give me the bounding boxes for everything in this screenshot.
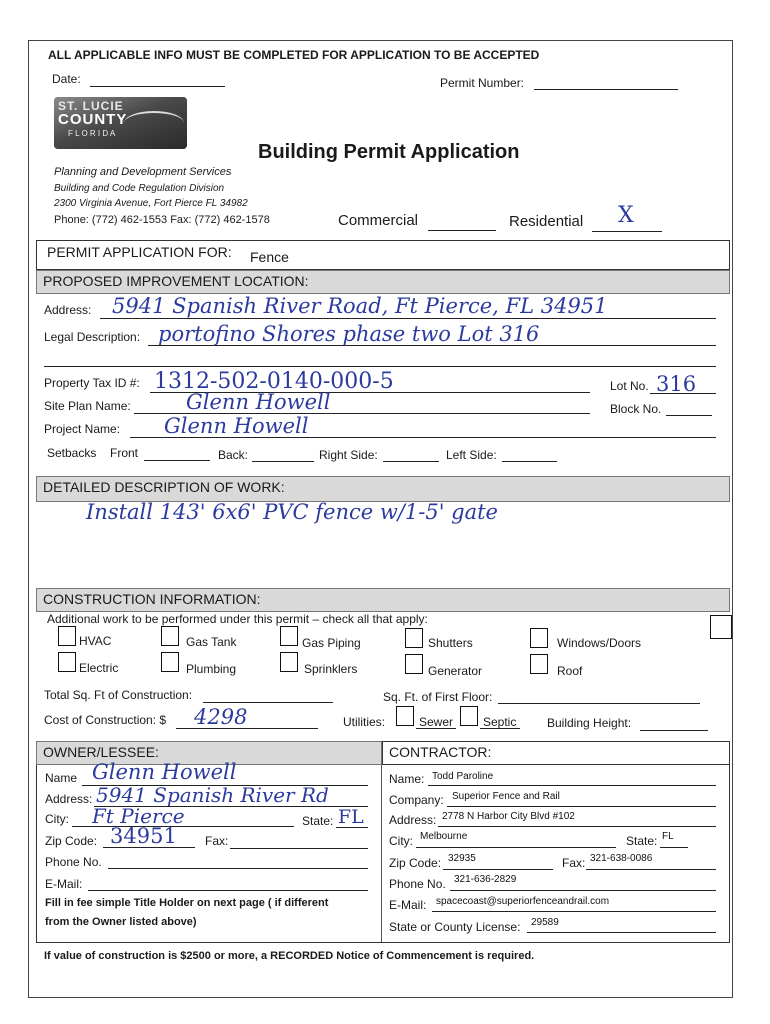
permit-number-field[interactable] [534, 89, 678, 90]
left-side-label: Left Side: [446, 448, 497, 462]
checkbox-sprinklers[interactable] [280, 652, 298, 672]
checkbox-septic[interactable] [460, 706, 478, 726]
checkbox-shutters[interactable] [405, 628, 423, 648]
contractor-phone-value: 321-636-2829 [454, 874, 517, 885]
owner-name-value: Glenn Howell [92, 760, 237, 784]
owner-zip-value: 34951 [110, 824, 177, 848]
address-label: Address: [44, 303, 92, 317]
owner-zip-label: Zip Code: [45, 834, 98, 848]
contractor-company-field[interactable] [447, 806, 716, 807]
contractor-zip-label: Zip Code: [389, 856, 442, 870]
contractor-license-label: State or County License: [389, 920, 521, 934]
checkbox-electric[interactable] [58, 652, 76, 672]
left-side-field[interactable] [502, 461, 557, 462]
contractor-state-value: FL [662, 831, 674, 842]
contractor-name-label: Name: [389, 772, 425, 786]
contractor-city-field[interactable] [416, 847, 616, 848]
sewer-underline [416, 728, 456, 729]
commercial-field[interactable] [428, 230, 496, 231]
back-field[interactable] [252, 461, 314, 462]
owner-address-value: 5941 Spanish River Rd [96, 783, 329, 807]
contractor-company-value: Superior Fence and Rail [452, 791, 560, 802]
checkbox-sprinklers-label: Sprinklers [304, 662, 358, 676]
checkbox-sewer[interactable] [396, 706, 414, 726]
owner-state-value: FL [338, 806, 364, 828]
contractor-phone-label: Phone No. [389, 877, 446, 891]
contractor-state-label: State: [626, 834, 658, 848]
owner-phone-field[interactable] [108, 868, 368, 869]
location-heading-band [36, 270, 730, 294]
owner-city-label: City: [45, 812, 69, 826]
checkbox-generator-label: Generator [428, 664, 483, 678]
checkbox-windows-doors-label: Windows/Doors [557, 636, 642, 650]
owner-address-label: Address: [45, 792, 93, 806]
contractor-email-label: E-Mail: [389, 898, 427, 912]
address-field[interactable] [100, 318, 716, 319]
header-notice: ALL APPLICABLE INFO MUST BE COMPLETED FOR APPLICATION TO BE ACCEPTED [48, 48, 540, 62]
permit-for-label: PERMIT APPLICATION FOR: [47, 244, 232, 260]
work-heading: DETAILED DESCRIPTION OF WORK: [43, 479, 285, 495]
agency-address: 2300 Virginia Avenue, Fort Pierce FL 34982 [54, 198, 248, 209]
owner-heading: OWNER/LESSEE: [43, 744, 159, 760]
contractor-heading: CONTRACTOR: [389, 744, 492, 760]
county-logo [54, 97, 187, 149]
right-side-label: Right Side: [319, 448, 378, 462]
lot-label: Lot No. [610, 379, 649, 393]
checkbox-roof[interactable] [530, 654, 548, 674]
logo-line1: ST. LUCIE [58, 99, 124, 113]
first-floor-field[interactable] [498, 703, 700, 704]
logo-line3: F L O R I D A [68, 129, 116, 138]
legal-field-line2[interactable] [44, 366, 716, 367]
project-name-label: Project Name: [44, 422, 121, 436]
checkbox-plumbing-label: Plumbing [186, 662, 237, 676]
contractor-fax-value: 321-638-0086 [590, 853, 653, 864]
tax-id-value: 1312-502-0140-000-5 [154, 369, 394, 394]
checkbox-electric-label: Electric [79, 661, 119, 675]
agency-dept: Planning and Development Services [54, 166, 232, 178]
checkbox-roof-label: Roof [557, 664, 583, 678]
checkbox-shutters-label: Shutters [428, 636, 473, 650]
checkbox-gas-piping[interactable] [280, 626, 298, 646]
owner-email-field[interactable] [88, 890, 368, 891]
setbacks-label: Setbacks [47, 446, 97, 460]
site-plan-label: Site Plan Name: [44, 399, 131, 413]
contractor-zip-field[interactable] [443, 869, 553, 870]
owner-note-line2: from the Owner listed above) [45, 916, 197, 928]
owner-fax-field[interactable] [230, 848, 368, 849]
checkbox-plumbing[interactable] [161, 652, 179, 672]
agency-phone: Phone: (772) 462-1553 Fax: (772) 462-1578 [54, 214, 270, 226]
checkbox-gas-tank-label: Gas Tank [186, 635, 237, 649]
first-floor-label: Sq. Ft. of First Floor: [383, 690, 493, 704]
logo-line2: COUNTY [58, 111, 128, 128]
permit-for-value: Fence [250, 249, 289, 265]
checkbox-septic-label: Septic [483, 715, 517, 729]
construction-heading-band [36, 588, 730, 612]
contractor-address-field[interactable] [438, 826, 716, 827]
front-field[interactable] [144, 460, 210, 461]
contractor-email-value: spacecoast@superiorfenceandrail.com [436, 896, 610, 907]
owner-fax-label: Fax: [205, 834, 229, 848]
date-field[interactable] [90, 86, 225, 87]
checkbox-windows-doors[interactable] [530, 628, 548, 648]
owner-city-value: Ft Pierce [92, 804, 185, 828]
page-title: Building Permit Application [258, 141, 520, 163]
footer-note: If value of construction is $2500 or more, a RECORDED Notice of Commencement is required. [44, 950, 535, 962]
address-value: 5941 Spanish River Road, Ft Pierce, FL 34951 [112, 294, 608, 318]
contractor-company-label: Company: [389, 793, 444, 807]
tax-id-label: Property Tax ID #: [44, 376, 140, 390]
legal-value: portofino Shores phase two Lot 316 [158, 322, 540, 346]
cost-value: 4298 [194, 705, 248, 729]
owner-note-line1: Fill in fee simple Title Holder on next page ( if different [45, 897, 329, 909]
checkbox-generator[interactable] [405, 654, 423, 674]
work-heading-band [36, 476, 730, 502]
checkbox-sewer-label: Sewer [419, 715, 454, 729]
block-label: Block No. [610, 402, 662, 416]
permit-number-label: Permit Number: [440, 76, 525, 90]
checkbox-hvac-label: HVAC [79, 634, 112, 648]
owner-email-label: E-Mail: [45, 877, 83, 891]
checkbox-gas-tank[interactable] [161, 626, 179, 646]
contractor-phone-field[interactable] [450, 890, 716, 891]
extra-checkbox[interactable] [710, 615, 732, 639]
site-plan-value: Glenn Howell [186, 390, 331, 414]
building-height-label: Building Height: [547, 716, 632, 730]
logo-wave-icon [124, 111, 184, 135]
owner-phone-label: Phone No. [45, 855, 102, 869]
date-label: Date: [52, 72, 81, 86]
owner-name-label: Name [45, 771, 78, 785]
contractor-name-value: Todd Paroline [432, 771, 494, 782]
checkbox-gas-piping-label: Gas Piping [302, 636, 361, 650]
contractor-fax-field[interactable] [586, 869, 716, 870]
residential-field[interactable] [592, 231, 662, 232]
contractor-heading-band [382, 741, 730, 765]
residential-label: Residential [509, 213, 584, 230]
work-description-value[interactable]: Install 143' 6x6' PVC fence w/1-5' gate [86, 500, 498, 524]
lot-value: 316 [656, 372, 697, 396]
contractor-name-field[interactable] [428, 785, 716, 786]
owner-state-label: State: [302, 814, 334, 828]
contractor-email-field[interactable] [432, 911, 716, 912]
block-field[interactable] [666, 415, 712, 416]
residential-mark: X [618, 203, 634, 228]
total-sqft-label: Total Sq. Ft of Construction: [44, 688, 193, 702]
construction-heading: CONSTRUCTION INFORMATION: [43, 591, 261, 607]
legal-label: Legal Description: [44, 330, 141, 344]
contractor-license-value: 29589 [531, 917, 559, 928]
contractor-city-label: City: [389, 834, 413, 848]
contractor-fax-label: Fax: [562, 856, 586, 870]
agency-division: Building and Code Regulation Division [54, 183, 225, 194]
contractor-city-value: Melbourne [420, 831, 468, 842]
checkbox-hvac[interactable] [58, 626, 76, 646]
cost-label: Cost of Construction: $ [44, 713, 167, 727]
front-label: Front [110, 446, 139, 460]
right-side-field[interactable] [383, 461, 439, 462]
contractor-address-label: Address: [389, 813, 437, 827]
project-name-value: Glenn Howell [164, 414, 309, 438]
building-height-field[interactable] [640, 730, 708, 731]
contractor-license-field[interactable] [527, 932, 716, 933]
septic-underline [480, 728, 520, 729]
contractor-address-value: 2778 N Harbor City Blvd #102 [442, 811, 575, 822]
total-sqft-field[interactable] [203, 702, 333, 703]
utilities-label: Utilities: [343, 715, 386, 729]
contractor-zip-value: 32935 [448, 853, 476, 864]
construction-instruction: Additional work to be performed under this permit – check all that apply: [47, 612, 428, 626]
commercial-label: Commercial [338, 212, 419, 229]
back-label: Back: [218, 448, 249, 462]
location-heading: PROPOSED IMPROVEMENT LOCATION: [43, 273, 309, 289]
contractor-state-field[interactable] [660, 847, 688, 848]
